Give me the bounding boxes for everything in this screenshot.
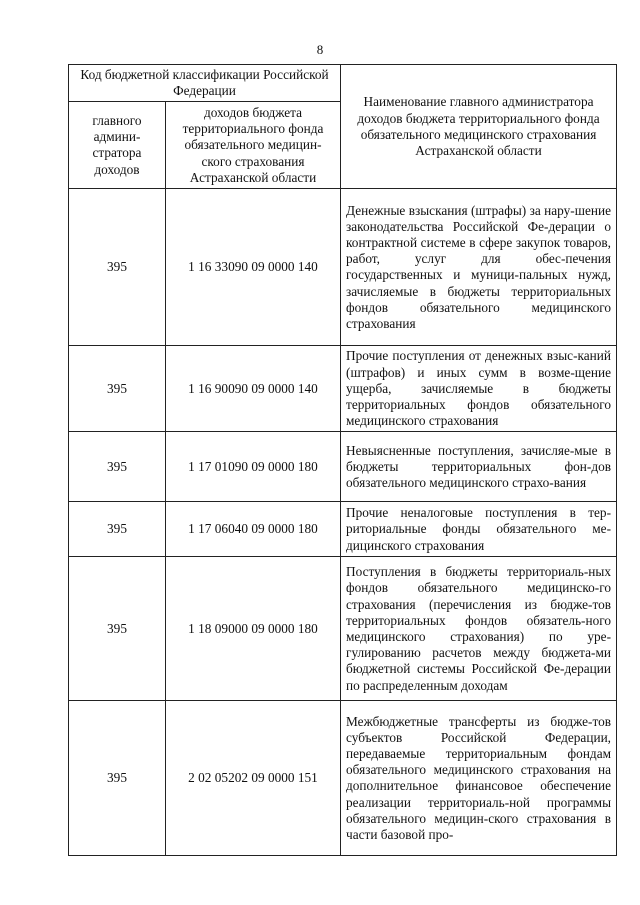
row-admin-code: 395 (69, 432, 166, 502)
table-row (69, 502, 617, 557)
header-code-group: Код бюджетной классификации Российской Федерации (69, 65, 341, 102)
row-income-code: 1 17 01090 09 0000 180 (166, 432, 341, 502)
budget-classification-table (68, 64, 617, 856)
row-name: Прочие поступления от денежных взыс-каний (штрафов) и иных сумм в возме-щение ущерба, зачисляемые в бюджеты территориальных фондов обязательного медицинского страхования (341, 346, 617, 432)
row-admin-code: 395 (69, 557, 166, 701)
table-row (69, 189, 617, 346)
header-name: Наименование главного администратора доходов бюджета территориального фонда обязательного медицинского страхования Астраханской области (341, 65, 617, 189)
row-income-code: 1 16 33090 09 0000 140 (166, 189, 341, 346)
row-name: Межбюджетные трансферты из бюдже-тов субъектов Российской Федерации, передаваемые территориальным фондам обязательного медицинского страхования на дополнительное финансовое обеспечение реализации территориаль-ной программы обязательного медицин-ского страхования в части базовой про- (341, 701, 617, 856)
table-row (69, 701, 617, 856)
table-row (69, 557, 617, 701)
row-admin-code: 395 (69, 346, 166, 432)
header-admin: главного админи-стратора доходов (69, 102, 166, 189)
row-name: Денежные взыскания (штрафы) за нару-шение законодательства Российской Фе-дерации о контрактной системе в сфере закупок товаров, работ, услуг для обес-печения государственных и муници-пальных нужд, зачисляемые в бюджеты территориальных фондов обязательного медицинского страхования (341, 189, 617, 346)
row-admin-code: 395 (69, 189, 166, 346)
row-name: Невыясненные поступления, зачисляе-мые в бюджеты территориальных фон-дов обязательного медицинского страхо-вания (341, 432, 617, 502)
row-income-code: 1 16 90090 09 0000 140 (166, 346, 341, 432)
page-number: 8 (316, 42, 324, 57)
row-admin-code: 395 (69, 502, 166, 557)
header-income: доходов бюджета территориального фонда обязательного медицин-ского страхования Астраханской области (166, 102, 341, 189)
row-admin-code: 395 (69, 701, 166, 856)
row-income-code: 2 02 05202 09 0000 151 (166, 701, 341, 856)
row-name: Прочие неналоговые поступления в тер-риториальные фонды обязательного ме-дицинского страхования (341, 502, 617, 557)
table-row (69, 432, 617, 502)
row-name: Поступления в бюджеты территориаль-ных фондов обязательного медицинско-го страхования (перечисления из бюдже-тов территориальных фондов обязатель-ного медицинского страхования) по уре-гулированию расчетов между бюджета-ми бюджетной системы Российской Фе-дерации по распределенным доходам (341, 557, 617, 701)
row-income-code: 1 18 09000 09 0000 180 (166, 557, 341, 701)
row-income-code: 1 17 06040 09 0000 180 (166, 502, 341, 557)
table-row (69, 346, 617, 432)
table-header-row-1 (69, 65, 617, 102)
